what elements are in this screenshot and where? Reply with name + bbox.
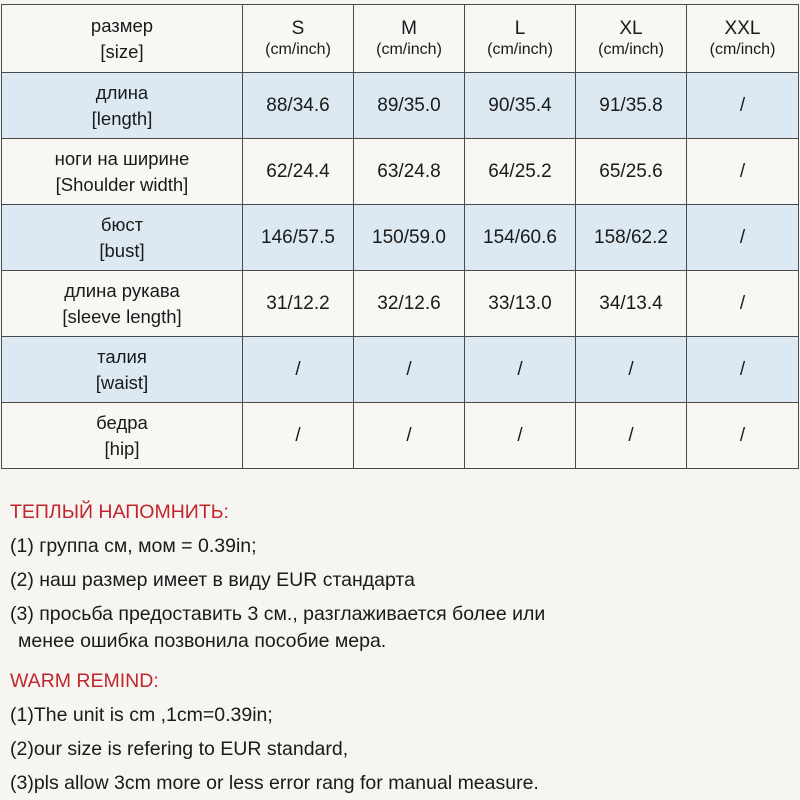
row-label-cell (2, 403, 243, 469)
table-cell: / (687, 271, 799, 337)
table-row-hip (2, 403, 799, 469)
table-cell: / (576, 403, 687, 469)
table-cell: 65/25.6 (576, 139, 687, 205)
size-unit: (cm/inch) (376, 40, 442, 58)
table-cell: / (243, 403, 354, 469)
row-label-ru: талия (97, 345, 147, 367)
row-label-cell (2, 73, 243, 139)
notes-english (10, 667, 790, 797)
size-name: M (401, 17, 417, 39)
table-row-shoulder-width (2, 139, 799, 205)
size-unit: (cm/inch) (709, 40, 776, 58)
notes-ru-title: ТЕПЛЫЙ НАПОМНИТЬ: (10, 501, 229, 523)
table-row-waist (2, 337, 799, 403)
size-name: S (291, 17, 305, 39)
row-label-en: [length] (91, 107, 153, 129)
notes-ru-line-3b: менее ошибка позвонила пособие мера. (18, 630, 387, 652)
size-chart-table (1, 4, 799, 469)
notes-en-title: WARM REMIND: (10, 670, 159, 692)
notes-ru-line-1: (1) группа см, мом = 0.39in; (10, 535, 257, 557)
size-name: XL (619, 17, 643, 39)
table-cell: / (465, 337, 576, 403)
row-label-cell (2, 205, 243, 271)
header-size-xl (576, 5, 687, 73)
table-cell: 63/24.8 (354, 139, 465, 205)
table-cell: 91/35.8 (576, 73, 687, 139)
table-cell: 34/13.4 (576, 271, 687, 337)
table-cell: 64/25.2 (465, 139, 576, 205)
table-cell: 88/34.6 (243, 73, 354, 139)
notes-ru-line-3a: (3) просьба предоставить 3 см., разглаживается более или (10, 603, 546, 625)
header-label-cell (2, 5, 243, 73)
row-label-en: [Shoulder width] (55, 173, 189, 195)
row-label-en: [sleeve length] (62, 305, 182, 327)
row-label-cell (2, 271, 243, 337)
size-name: XXL (724, 17, 761, 39)
notes-en-line-3: (3)pls allow 3cm more or less error rang for manual measure. (10, 772, 539, 794)
size-unit: (cm/inch) (598, 40, 664, 58)
notes-russian (10, 498, 790, 654)
table-cell: 154/60.6 (465, 205, 576, 271)
row-label-ru: бедра (96, 411, 148, 433)
row-label-ru: ноги на ширине (54, 147, 190, 169)
table-cell: / (687, 403, 799, 469)
table-cell: / (687, 73, 799, 139)
header-size-xxl (687, 5, 799, 73)
notes-en-line-2: (2)our size is refering to EUR standard, (10, 738, 349, 760)
table-row-bust (2, 205, 799, 271)
table-cell: 89/35.0 (354, 73, 465, 139)
table-header-row (2, 5, 799, 73)
row-label-en: [waist] (95, 371, 149, 393)
table-cell: / (354, 403, 465, 469)
header-size-l (465, 5, 576, 73)
table-row-length (2, 73, 799, 139)
row-label-ru: бюст (100, 213, 144, 235)
row-label-cell (2, 337, 243, 403)
row-label-ru: длина (95, 81, 149, 103)
table-cell: / (243, 337, 354, 403)
table-cell: / (687, 337, 799, 403)
size-unit: (cm/inch) (487, 40, 553, 58)
table-cell: 158/62.2 (576, 205, 687, 271)
header-size-s (243, 5, 354, 73)
row-label-cell (2, 139, 243, 205)
size-name: L (514, 17, 526, 39)
table-row-sleeve-length (2, 271, 799, 337)
header-label-ru: размер (90, 14, 154, 36)
notes-en-line-1: (1)The unit is cm ,1cm=0.39in; (10, 704, 273, 726)
header-label-en: [size] (100, 40, 144, 62)
table-cell: 146/57.5 (243, 205, 354, 271)
table-cell: 33/13.0 (465, 271, 576, 337)
table-cell: 31/12.2 (243, 271, 354, 337)
table-cell: / (465, 403, 576, 469)
row-label-en: [bust] (99, 239, 145, 261)
row-label-ru: длина рукава (64, 279, 180, 301)
header-size-m (354, 5, 465, 73)
table-cell: / (687, 205, 799, 271)
table-cell: 90/35.4 (465, 73, 576, 139)
table-cell: / (687, 139, 799, 205)
table-cell: 32/12.6 (354, 271, 465, 337)
notes-ru-line-2: (2) наш размер имеет в виду EUR стандарта (10, 569, 415, 591)
table-cell: / (576, 337, 687, 403)
size-unit: (cm/inch) (265, 40, 331, 58)
row-label-en: [hip] (104, 437, 140, 459)
table-cell: / (354, 337, 465, 403)
table-cell: 150/59.0 (354, 205, 465, 271)
table-cell: 62/24.4 (243, 139, 354, 205)
